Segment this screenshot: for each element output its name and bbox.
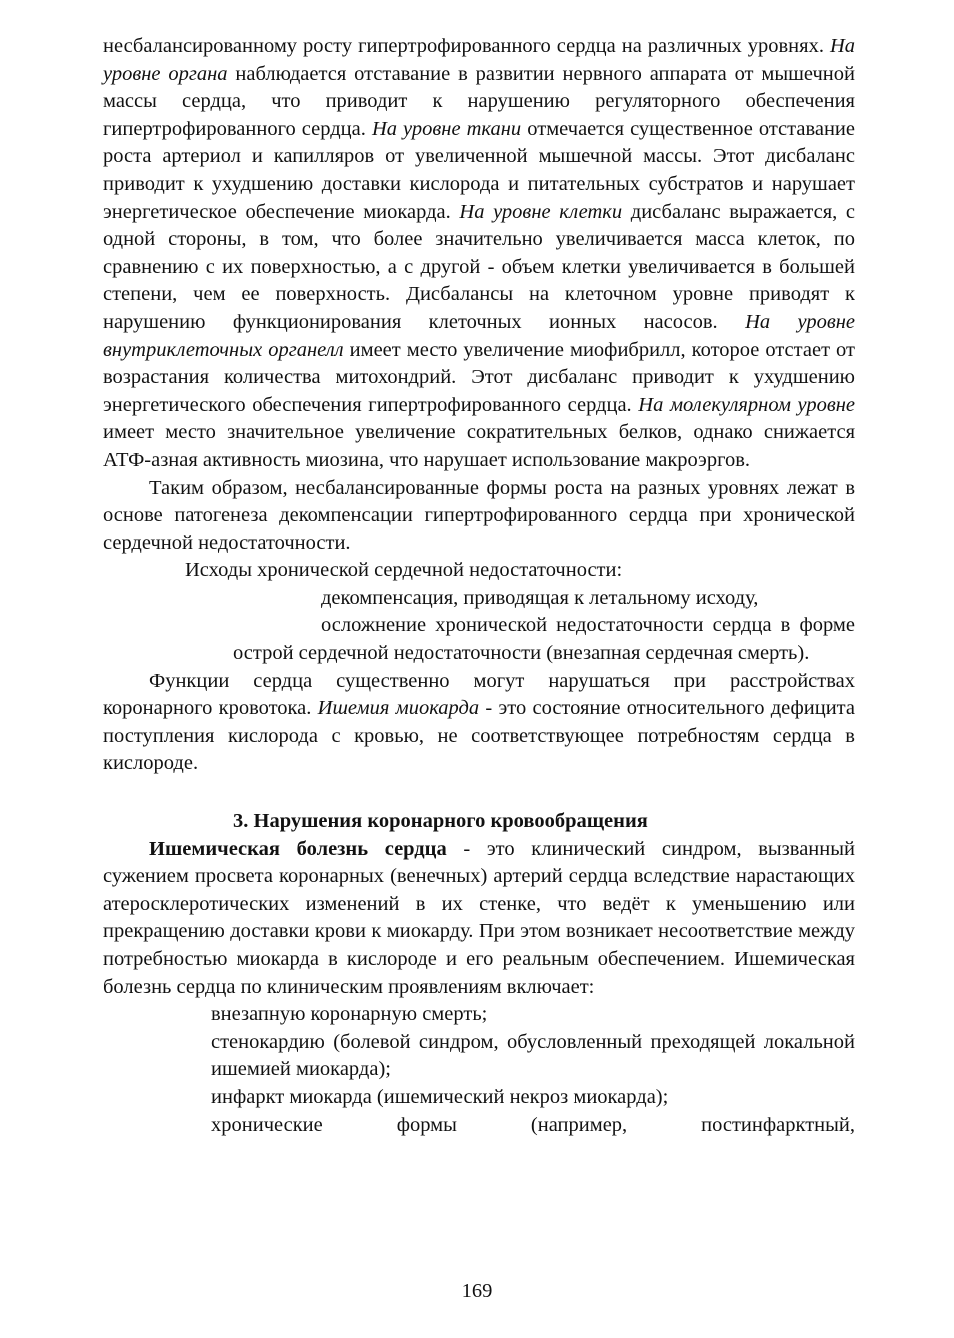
ihd-form-item-1: внезапную коронарную смерть; bbox=[211, 1003, 488, 1026]
text-run: - это клинический синдром, вызванный сужением просвета коронарных (венечных) артерий сердца вследствие нарастающих атеросклеротических изменений в их стенке, что ведёт к уменьшению или прекращению доставки крови к миокарду. При этом возникает несоответствие между потребностью миокарда в кислороде и его реальным обеспечением. Ишемическая болезнь сердца по клиническим проявлениям включает: bbox=[103, 837, 855, 998]
outcome-item-2: осложнение хронической недостаточности сердца в форме острой сердечной недостаточности (внезапная сердечная смерть). bbox=[233, 614, 855, 665]
bold-term-ihd: Ишемическая болезнь сердца bbox=[149, 837, 447, 860]
ihd-form-item-2: стенокардию (болевой синдром, обусловленный преходящей локальной ишемией миокарда); bbox=[211, 1030, 855, 1081]
emphasis-molecular-level: На молекулярном уровне bbox=[638, 393, 856, 416]
emphasis-organelle-level: На уровне внутриклеточных органелл bbox=[103, 310, 855, 361]
emphasis-organ-level: На уровне органа bbox=[103, 35, 855, 85]
text-run: - это состояние относительного дефицита поступления кислорода с кровью, не соответствующее потребностям сердца в кислороде. bbox=[103, 697, 855, 775]
section-heading: 3. Нарушения коронарного кровообращения bbox=[233, 810, 648, 833]
text-run: имеет место значительное увеличение сократительных белков, однако снижается АТФ-азная активность миозина, что нарушает использование макроэргов. bbox=[103, 421, 855, 471]
outcome-item-1: декомпенсация, приводящая к летальному исходу, bbox=[321, 586, 759, 609]
text-run: отмечается существенное отставание роста артериол и капилляров от увеличенной мышечной массы. Этот дисбаланс приводит к ухудшению доставки кислорода и питательных субстратов и нарушает энергетическое обеспечение миокарда. bbox=[103, 117, 856, 223]
paragraph-ischemia bbox=[103, 668, 855, 778]
ihd-form-item-3: инфаркт миокарда (ишемический некроз миокарда); bbox=[211, 1085, 669, 1108]
text-run: имеет место увеличение миофибрилл, которое отстает от возрастания количества митохондрий. Этот дисбаланс приводит к ухудшению энергетического обеспечения гипертрофированного сердца. bbox=[103, 338, 855, 416]
text-run: дисбаланс выражается, с одной стороны, в том, что более значительно увеличивается масса клеток, по сравнению с их поверхностью, а с другой - объем клетки увеличивается в большей степени, чем ее поверхность. Дисбалансы на клеточном уровне приводят к нарушению функционирования клеточных ионных насосов. bbox=[103, 200, 855, 333]
text-run: Функции сердца существенно могут нарушаться при расстройствах коронарного кровотока. bbox=[103, 669, 855, 720]
emphasis-cell-level: На уровне клетки bbox=[459, 200, 623, 223]
text-run: несбалансированному росту гипертрофированного сердца на различных уровнях. bbox=[103, 35, 830, 57]
emphasis-tissue-level: На уровне ткани bbox=[371, 117, 522, 140]
outcomes-title: Исходы хронической сердечной недостаточности: bbox=[185, 559, 623, 582]
section-gap bbox=[103, 778, 855, 808]
document-page bbox=[103, 33, 855, 1139]
text-run: наблюдается отставание в развитии нервного аппарата от мышечной массы сердца, что приводит к нарушению регуляторного обеспечения гипертрофированного сердца. bbox=[103, 62, 855, 140]
paragraph-conclusion: Таким образом, несбалансированные формы роста на разных уровнях лежат в основе патогенеза декомпенсации гипертрофированного сердца при хронической сердечной недостаточности. bbox=[103, 476, 855, 554]
paragraph-hypertrophy-levels bbox=[103, 33, 855, 475]
page-number: 169 bbox=[461, 1280, 493, 1302]
emphasis-ischemia-term: Ишемия миокарда bbox=[317, 697, 480, 720]
paragraph-ihd-definition bbox=[103, 836, 855, 1002]
ihd-form-item-4: хронические формы (например, постинфарктный, bbox=[211, 1113, 855, 1136]
